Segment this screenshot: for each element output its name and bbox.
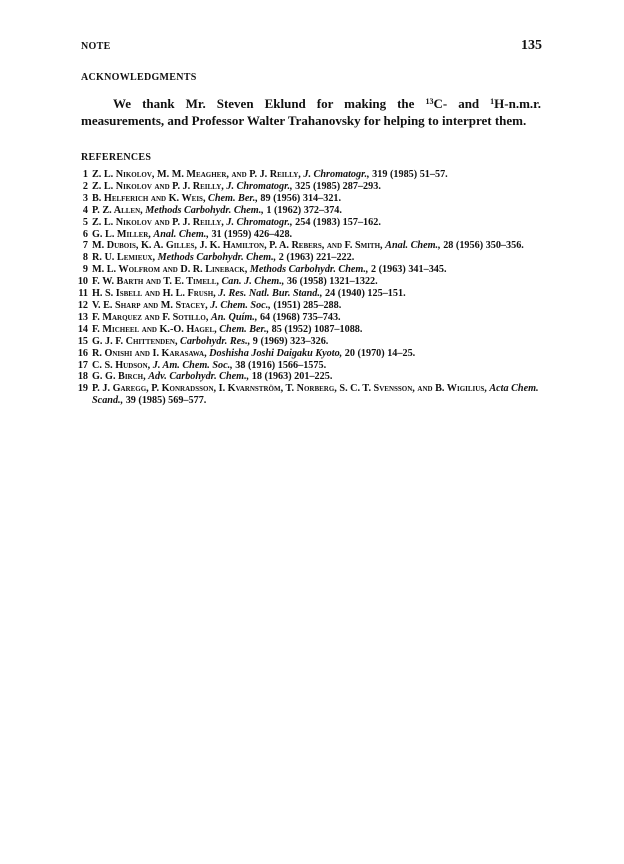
reference-number: 6 <box>82 228 88 240</box>
reference-journal: An. Quím., <box>210 311 258 323</box>
reference-journal: J. Chromatogr., <box>226 180 293 192</box>
reference-journal: Methods Carbohydr. Chem., <box>157 252 277 264</box>
reference-number: 11 <box>78 288 88 300</box>
reference-number: 7 <box>82 240 88 252</box>
reference-details: 28 (1956) 350–356. <box>443 240 524 252</box>
reference-text <box>92 217 545 229</box>
reference-item <box>75 383 545 407</box>
reference-journal: Acta Chem. Scand., <box>92 383 539 407</box>
reference-details: 1 (1962) 372–374. <box>266 204 342 216</box>
reference-authors: R. Onishi and I. Karasawa, <box>92 347 207 359</box>
reference-details: 39 (1985) 569–577. <box>125 395 207 407</box>
reference-text <box>92 205 545 217</box>
reference-details: 89 (1956) 314–321. <box>260 192 342 204</box>
reference-journal: Anal. Chem., <box>153 228 209 240</box>
reference-item <box>75 288 545 300</box>
reference-item <box>75 205 545 217</box>
reference-authors: G. J. F. Chittenden, <box>92 335 178 347</box>
ack-superscript-13: 13 <box>425 97 434 106</box>
reference-journal: Adv. Carbohydr. Chem., <box>148 371 250 383</box>
reference-details: 31 (1959) 426–428. <box>211 228 293 240</box>
reference-text <box>92 288 545 300</box>
reference-journal: J. Chromatogr., <box>226 216 293 228</box>
reference-text <box>92 300 545 312</box>
reference-item <box>75 229 545 241</box>
reference-text <box>92 312 545 324</box>
reference-authors: P. J. Garegg, P. Konradsson, I. Kvarnström, T. Norberg, S. C. T. Svensson, and B. Wigilius, <box>92 383 487 395</box>
reference-details: 319 (1985) 51–57. <box>372 169 448 180</box>
reference-details: (1951) 285–288. <box>273 299 342 311</box>
reference-item <box>75 276 545 288</box>
reference-text <box>92 181 545 193</box>
page-number: 135 <box>521 38 542 53</box>
reference-item <box>75 169 545 181</box>
reference-journal: J. Chem. Soc., <box>210 299 271 311</box>
reference-details: 18 (1963) 201–225. <box>251 371 333 383</box>
reference-details: 85 (1952) 1087–1088. <box>271 323 363 335</box>
reference-journal: J. Am. Chem. Soc., <box>152 359 233 371</box>
reference-text <box>92 169 545 181</box>
reference-details: 2 (1963) 221–222. <box>278 252 355 264</box>
reference-details: 24 (1940) 125–151. <box>324 288 406 300</box>
reference-item <box>75 300 545 312</box>
reference-item <box>75 264 545 276</box>
ack-text-after: H-n.m.r. measurements, and Professor Walter Trahanovsky for helping to interpret them. <box>81 96 541 128</box>
reference-authors: H. S. Isbell and H. L. Frush, <box>92 288 216 300</box>
reference-authors: M. L. Wolfrom and D. R. Lineback, <box>92 264 248 276</box>
reference-number: 19 <box>77 383 88 395</box>
reference-journal: Doshisha Joshi Daigaku Kyoto, <box>209 347 343 359</box>
reference-item <box>75 240 545 252</box>
reference-authors: G. L. Miller, <box>92 228 151 240</box>
reference-authors: F. Micheel and K.-O. Hagel, <box>92 323 217 335</box>
reference-authors: Z. L. Nikolov and P. J. Reilly, <box>92 216 224 228</box>
reference-number: 1 <box>82 169 88 180</box>
reference-journal: Carbohydr. Res., <box>180 335 251 347</box>
reference-number: 14 <box>77 323 88 335</box>
reference-journal: Methods Carbohydr. Chem., <box>145 204 264 216</box>
reference-authors: Z. L. Nikolov and P. J. Reilly, <box>92 180 224 192</box>
references-heading: REFERENCES <box>81 152 152 163</box>
acknowledgments-heading: ACKNOWLEDGMENTS <box>81 72 197 83</box>
reference-number: 3 <box>82 192 88 204</box>
reference-details: 20 (1970) 14–25. <box>344 347 416 359</box>
reference-details: 254 (1983) 157–162. <box>295 216 381 228</box>
reference-item <box>75 324 545 336</box>
reference-text <box>92 240 545 252</box>
reference-number: 8 <box>82 252 88 264</box>
reference-details: 64 (1968) 735–743. <box>259 311 341 323</box>
acknowledgments-paragraph <box>81 95 541 129</box>
reference-journal: Chem. Ber., <box>219 323 270 335</box>
reference-number: 13 <box>77 311 88 323</box>
reference-number: 17 <box>77 359 88 371</box>
reference-item <box>75 360 545 372</box>
reference-journal: J. Res. Natl. Bur. Stand., <box>218 288 323 300</box>
reference-authors: P. Z. Allen, <box>92 204 143 216</box>
reference-item <box>75 348 545 360</box>
reference-text <box>92 193 545 205</box>
reference-number: 5 <box>82 216 88 228</box>
reference-details: 36 (1958) 1321–1322. <box>286 276 378 288</box>
reference-number: 16 <box>77 347 88 359</box>
reference-journal: Anal. Chem., <box>385 240 441 252</box>
ack-text-before: We thank Mr. Steven Eklund for making the <box>113 96 426 111</box>
reference-details: 38 (1916) 1566–1575. <box>235 359 327 371</box>
section-label: NOTE <box>81 41 111 52</box>
reference-text <box>92 276 545 288</box>
reference-text <box>92 383 545 407</box>
acknowledgments-body <box>81 95 541 129</box>
reference-authors: M. Dubois, K. A. Gilles, J. K. Hamilton, P. A. Rebers, and F. Smith, <box>92 240 383 252</box>
reference-text <box>92 360 545 372</box>
reference-text <box>92 324 545 336</box>
reference-journal: Can. J. Chem., <box>221 276 285 288</box>
reference-item <box>75 252 545 264</box>
reference-item <box>75 181 545 193</box>
reference-details: 2 (1963) 341–345. <box>370 264 447 276</box>
reference-number: 10 <box>77 276 88 288</box>
reference-text <box>92 348 545 360</box>
reference-details: 9 (1969) 323–326. <box>252 335 329 347</box>
reference-text <box>92 371 545 383</box>
reference-text <box>92 252 545 264</box>
reference-authors: G. G. Birch, <box>92 371 146 383</box>
reference-text <box>92 264 545 276</box>
reference-authors: V. E. Sharp and M. Stacey, <box>92 299 208 311</box>
reference-authors: F. W. Barth and T. E. Timell, <box>92 276 219 288</box>
reference-details: 325 (1985) 287–293. <box>295 180 381 192</box>
reference-authors: Z. L. Nikolov, M. M. Meagher, and P. J. Reilly, <box>92 169 301 180</box>
reference-text <box>92 229 545 241</box>
reference-number: 15 <box>77 335 88 347</box>
reference-item <box>75 217 545 229</box>
reference-authors: R. U. Lemieux, <box>92 252 156 264</box>
ack-text-mid: C- and <box>433 96 491 111</box>
reference-authors: B. Helferich and K. Weis, <box>92 192 206 204</box>
reference-item <box>75 371 545 383</box>
reference-item <box>75 312 545 324</box>
reference-item <box>75 193 545 205</box>
ack-superscript-1: 1 <box>490 97 495 106</box>
reference-number: 12 <box>77 299 88 311</box>
reference-number: 9 <box>82 264 88 276</box>
reference-number: 18 <box>77 371 88 383</box>
reference-authors: F. Marquez and F. Sotillo, <box>92 311 209 323</box>
reference-list <box>75 169 545 407</box>
reference-number: 2 <box>82 180 88 192</box>
reference-number: 4 <box>82 204 88 216</box>
reference-journal: J. Chromatogr., <box>303 169 370 180</box>
running-header <box>81 38 542 54</box>
reference-item <box>75 336 545 348</box>
reference-journal: Methods Carbohydr. Chem., <box>249 264 369 276</box>
reference-journal: Chem. Ber., <box>208 192 258 204</box>
reference-text <box>92 336 545 348</box>
reference-authors: C. S. Hudson, <box>92 359 151 371</box>
